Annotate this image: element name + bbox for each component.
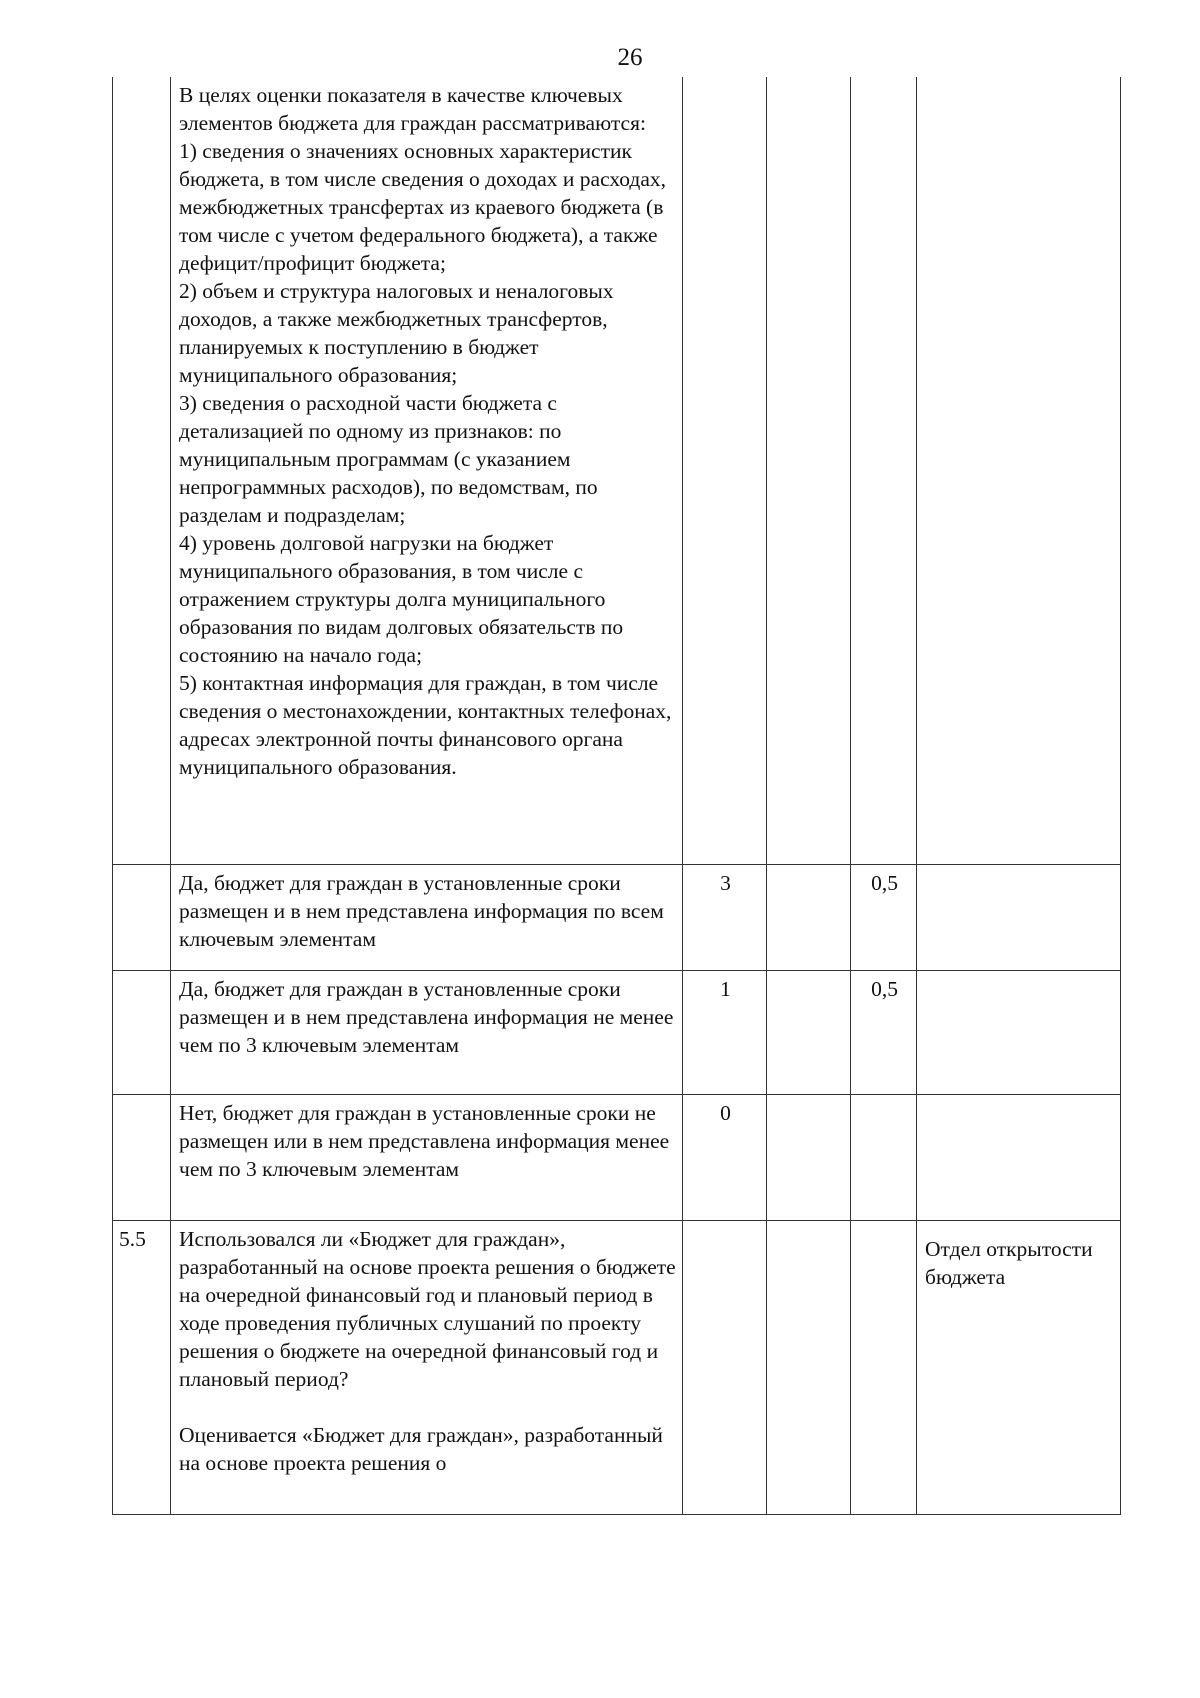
score-value: 3 <box>683 864 767 970</box>
coef-cell <box>851 1220 917 1514</box>
table-row-option-1 <box>113 864 1121 970</box>
note-text: Оценивается «Бюджет для граждан», разработанный на основе проекта решения о <box>179 1422 663 1475</box>
criteria-table <box>112 77 1121 1515</box>
table-row-option-3 <box>113 1094 1121 1220</box>
list-item: 3) сведения о расходной части бюджета с детализацией по одному из признаков: по муниципальным программам (с указанием непрограммных расходов), по ведомствам, по разделам и подразделам; <box>179 391 598 527</box>
question-cell <box>171 1220 683 1514</box>
score-value: 0 <box>683 1094 767 1220</box>
option-text: Да, бюджет для граждан в установленные сроки размещен и в нем представлена информация по всем ключевым элементам <box>171 864 683 970</box>
list-item: 4) уровень долговой нагрузки на бюджет муниципального образования, в том числе с отражением структуры долга муниципального образования по видам долговых обязательств по состоянию на начало года; <box>179 531 624 667</box>
coef-value: 0,5 <box>851 864 917 970</box>
code-cell <box>113 1094 171 1220</box>
option-text: Да, бюджет для граждан в установленные сроки размещен и в нем представлена информация не менее чем по 3 ключевым элементам <box>171 970 683 1094</box>
list-item: 2) объем и структура налоговых и неналоговых доходов, а также межбюджетных трансфертов, планируемых к поступлению в бюджет муниципального образования; <box>179 279 614 387</box>
empty-cell <box>767 1220 851 1514</box>
table-row-option-2 <box>113 970 1121 1094</box>
responsible-cell <box>917 864 1121 970</box>
description-cell <box>171 77 683 864</box>
table-row-5-5 <box>113 1220 1121 1514</box>
page-number: 26 <box>617 44 643 71</box>
responsible-cell <box>917 970 1121 1094</box>
code-cell <box>113 970 171 1094</box>
score-value: 1 <box>683 970 767 1094</box>
intro-text: В целях оценки показателя в качестве ключевых элементов бюджета для граждан рассматриваются: <box>179 83 646 135</box>
empty-cell <box>767 77 851 864</box>
row-code: 5.5 <box>113 1220 171 1514</box>
empty-cell <box>767 864 851 970</box>
responsible-cell <box>917 77 1121 864</box>
paragraph-gap <box>179 1393 676 1421</box>
table-row-key-elements <box>113 77 1121 864</box>
list-item: 5) контактная информация для граждан, в том числе сведения о местонахождении, контактных телефонах, адресах электронной почты финансового органа муниципального образования. <box>179 671 672 779</box>
question-text: Использовался ли «Бюджет для граждан», разработанный на основе проекта решения о бюджете на очередной финансовый год и плановый период в ходе проведения публичных слушаний по проекту решения о бюджете на очередной финансовый год и плановый период? <box>179 1226 676 1391</box>
empty-cell <box>767 1094 851 1220</box>
list-item: 1) сведения о значениях основных характеристик бюджета, в том числе сведения о доходах и расходах, межбюджетных трансфертах из краевого бюджета (в том числе с учетом федерального бюджета), а также дефицит/профицит бюджета; <box>179 139 667 275</box>
option-text: Нет, бюджет для граждан в установленные сроки не размещен или в нем представлена информация менее чем по 3 ключевым элементам <box>171 1094 683 1220</box>
score-cell <box>683 1220 767 1514</box>
code-cell <box>113 77 171 864</box>
coef-value <box>851 1094 917 1220</box>
responsible-text: Отдел открытости бюджета <box>917 1220 1121 1514</box>
empty-cell <box>767 970 851 1094</box>
coef-cell <box>851 77 917 864</box>
coef-value: 0,5 <box>851 970 917 1094</box>
score-cell <box>683 77 767 864</box>
responsible-cell <box>917 1094 1121 1220</box>
code-cell <box>113 864 171 970</box>
